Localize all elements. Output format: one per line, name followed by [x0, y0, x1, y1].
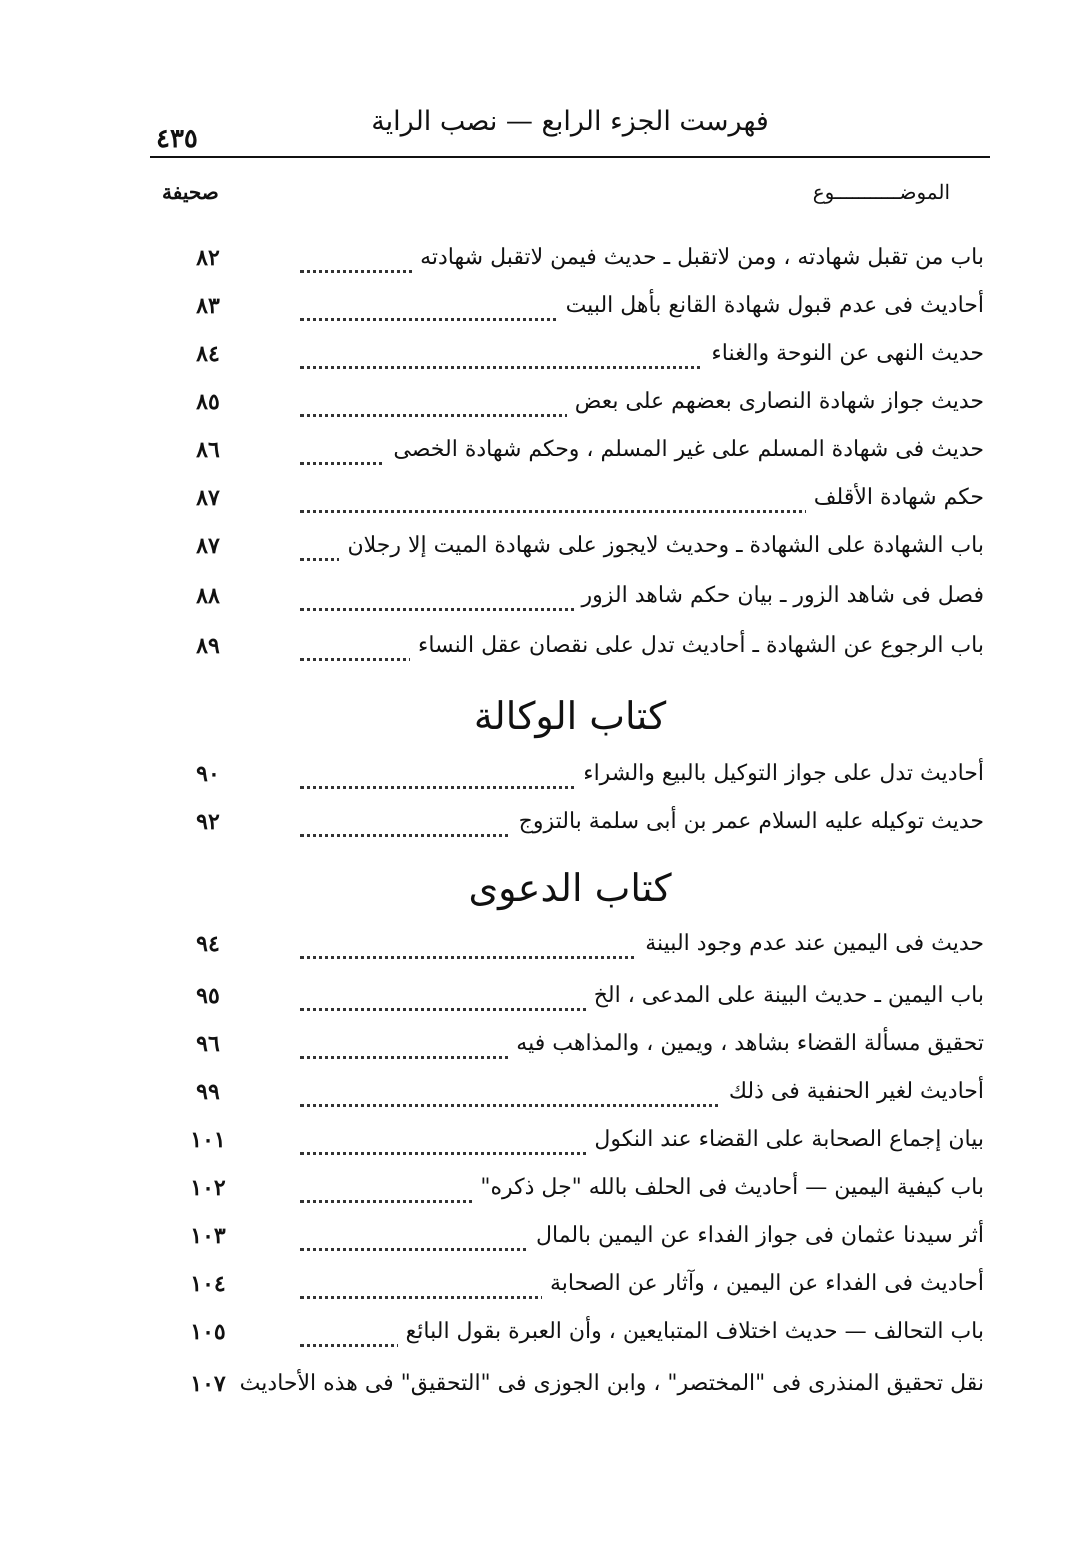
toc-entry-text: نقل تحقيق المنذرى فى "المختصر" ، وابن الجوزى فى "التحقيق" فى هذه الأحاديث — [296, 1362, 984, 1406]
toc-entry-text: باب الشهادة على الشهادة ـ وحديث لايجوز على شهادة الميت إلا رجلان — [339, 524, 984, 568]
toc-entry-text: باب اليمين ـ حديث البينة على المدعى ، الخ — [586, 974, 984, 1018]
toc-entry — [150, 624, 990, 668]
toc-entry — [150, 1214, 990, 1258]
toc-entry-text: أحاديث فى عدم قبول شهادة القانع بأهل البيت — [558, 284, 984, 328]
toc-entry-page: ٩٩ — [196, 1079, 220, 1105]
toc-entry — [150, 800, 990, 844]
column-header-topic: الموضـــــــــــوع — [812, 180, 950, 204]
toc-entry-text: باب التحالف — حديث اختلاف المتبايعين ، وأن العبرة بقول البائع — [398, 1310, 984, 1354]
toc-entry-text: حديث النهى عن النوحة والغناء — [703, 332, 984, 376]
toc-entry-text: حديث فى اليمين عند عدم وجود البينة — [637, 922, 984, 966]
toc-entry-page: ١٠٥ — [190, 1319, 226, 1345]
toc-entry-page: ٨٣ — [196, 293, 220, 319]
toc-entry — [150, 1118, 990, 1162]
toc-entry-page: ٩٤ — [196, 931, 220, 957]
section-title-dawa: كتاب الدعوى — [468, 866, 672, 910]
toc-entry — [150, 922, 990, 966]
toc-entry-text: أحاديث لغير الحنفية فى ذلك — [721, 1070, 984, 1114]
toc-entry-text: باب من تقبل شهادته ، ومن لاتقبل ـ حديث فيمن لاتقبل شهادته — [412, 236, 984, 280]
toc-entry — [150, 380, 990, 424]
toc-entry-page: ٨٧ — [196, 533, 220, 559]
toc-entry — [150, 332, 990, 376]
toc-entry — [150, 1310, 990, 1354]
toc-entry-page: ١٠٣ — [190, 1223, 226, 1249]
toc-entry-text: باب الرجوع عن الشهادة ـ أحاديث تدل على نقصان عقل النساء — [410, 624, 984, 668]
toc-entry — [150, 752, 990, 796]
page-header — [150, 100, 990, 158]
toc-entry-page: ٨٨ — [196, 583, 220, 609]
toc-entry-page: ١٠٤ — [190, 1271, 226, 1297]
toc-entry-text: باب كيفية اليمين — أحاديث فى الحلف بالله "جل ذكره" — [472, 1166, 984, 1210]
toc-entry-text: أثر سيدنا عثمان فى جواز الفداء عن اليمين بالمال — [528, 1214, 984, 1258]
toc-entry — [150, 236, 990, 280]
column-header-page: صحيفة — [162, 180, 219, 204]
toc-entry-page: ٩٠ — [196, 761, 220, 787]
toc-entry-page: ٨٧ — [196, 485, 220, 511]
toc-entry-text: حديث جواز شهادة النصارى بعضهم على بعض — [567, 380, 984, 424]
toc-entry-page: ٨٢ — [196, 245, 220, 271]
toc-entry — [150, 1166, 990, 1210]
toc-entry — [150, 428, 990, 472]
toc-entry-text: حديث توكيله عليه السلام عمر بن أبى سلمة بالتزوج — [511, 800, 984, 844]
toc-entry-page: ١٠٢ — [190, 1175, 226, 1201]
toc-entry — [150, 1070, 990, 1114]
section-title-wakala: كتاب الوكالة — [473, 694, 667, 738]
toc-entry-page: ١٠٧ — [190, 1371, 226, 1397]
page-number: ٤٣٥ — [156, 124, 198, 154]
toc-entry-page: ٨٥ — [196, 389, 220, 415]
toc-entry — [150, 1362, 990, 1406]
toc-entry — [150, 1262, 990, 1306]
toc-entry-text: بيان إجماع الصحابة على القضاء عند النكول — [586, 1118, 984, 1162]
toc-entry-page: ٨٦ — [196, 437, 220, 463]
toc-entry-page: ٩٥ — [196, 983, 220, 1009]
toc-entry-page: ٩٦ — [196, 1031, 220, 1057]
toc-entry-text: حكم شهادة الأقلف — [806, 476, 984, 520]
toc-entry — [150, 574, 990, 618]
header-title: فهرست الجزء الرابع — نصب الراية — [371, 106, 769, 137]
toc-entry — [150, 974, 990, 1018]
toc-entry-text: حديث فى شهادة المسلم على غير المسلم ، وحكم شهادة الخصى — [385, 428, 984, 472]
toc-entry — [150, 1022, 990, 1066]
toc-entry — [150, 284, 990, 328]
toc-entry-text: تحقيق مسألة القضاء بشاهد ، ويمين ، والمذاهب فيه — [508, 1022, 984, 1066]
toc-entry-page: ٨٩ — [196, 633, 220, 659]
toc-entry — [150, 476, 990, 520]
toc-entry-text: أحاديث تدل على جواز التوكيل بالبيع والشراء — [575, 752, 984, 796]
toc-entry-page: ٨٤ — [196, 341, 220, 367]
toc-entry — [150, 524, 990, 568]
toc-entry-page: ٩٢ — [196, 809, 220, 835]
toc-entry-text: فصل فى شاهد الزور ـ بيان حكم شاهد الزور — [574, 574, 985, 618]
toc-entry-text: أحاديث فى الفداء عن اليمين ، وآثار عن الصحابة — [542, 1262, 984, 1306]
toc-entry-page: ١٠١ — [190, 1127, 226, 1153]
